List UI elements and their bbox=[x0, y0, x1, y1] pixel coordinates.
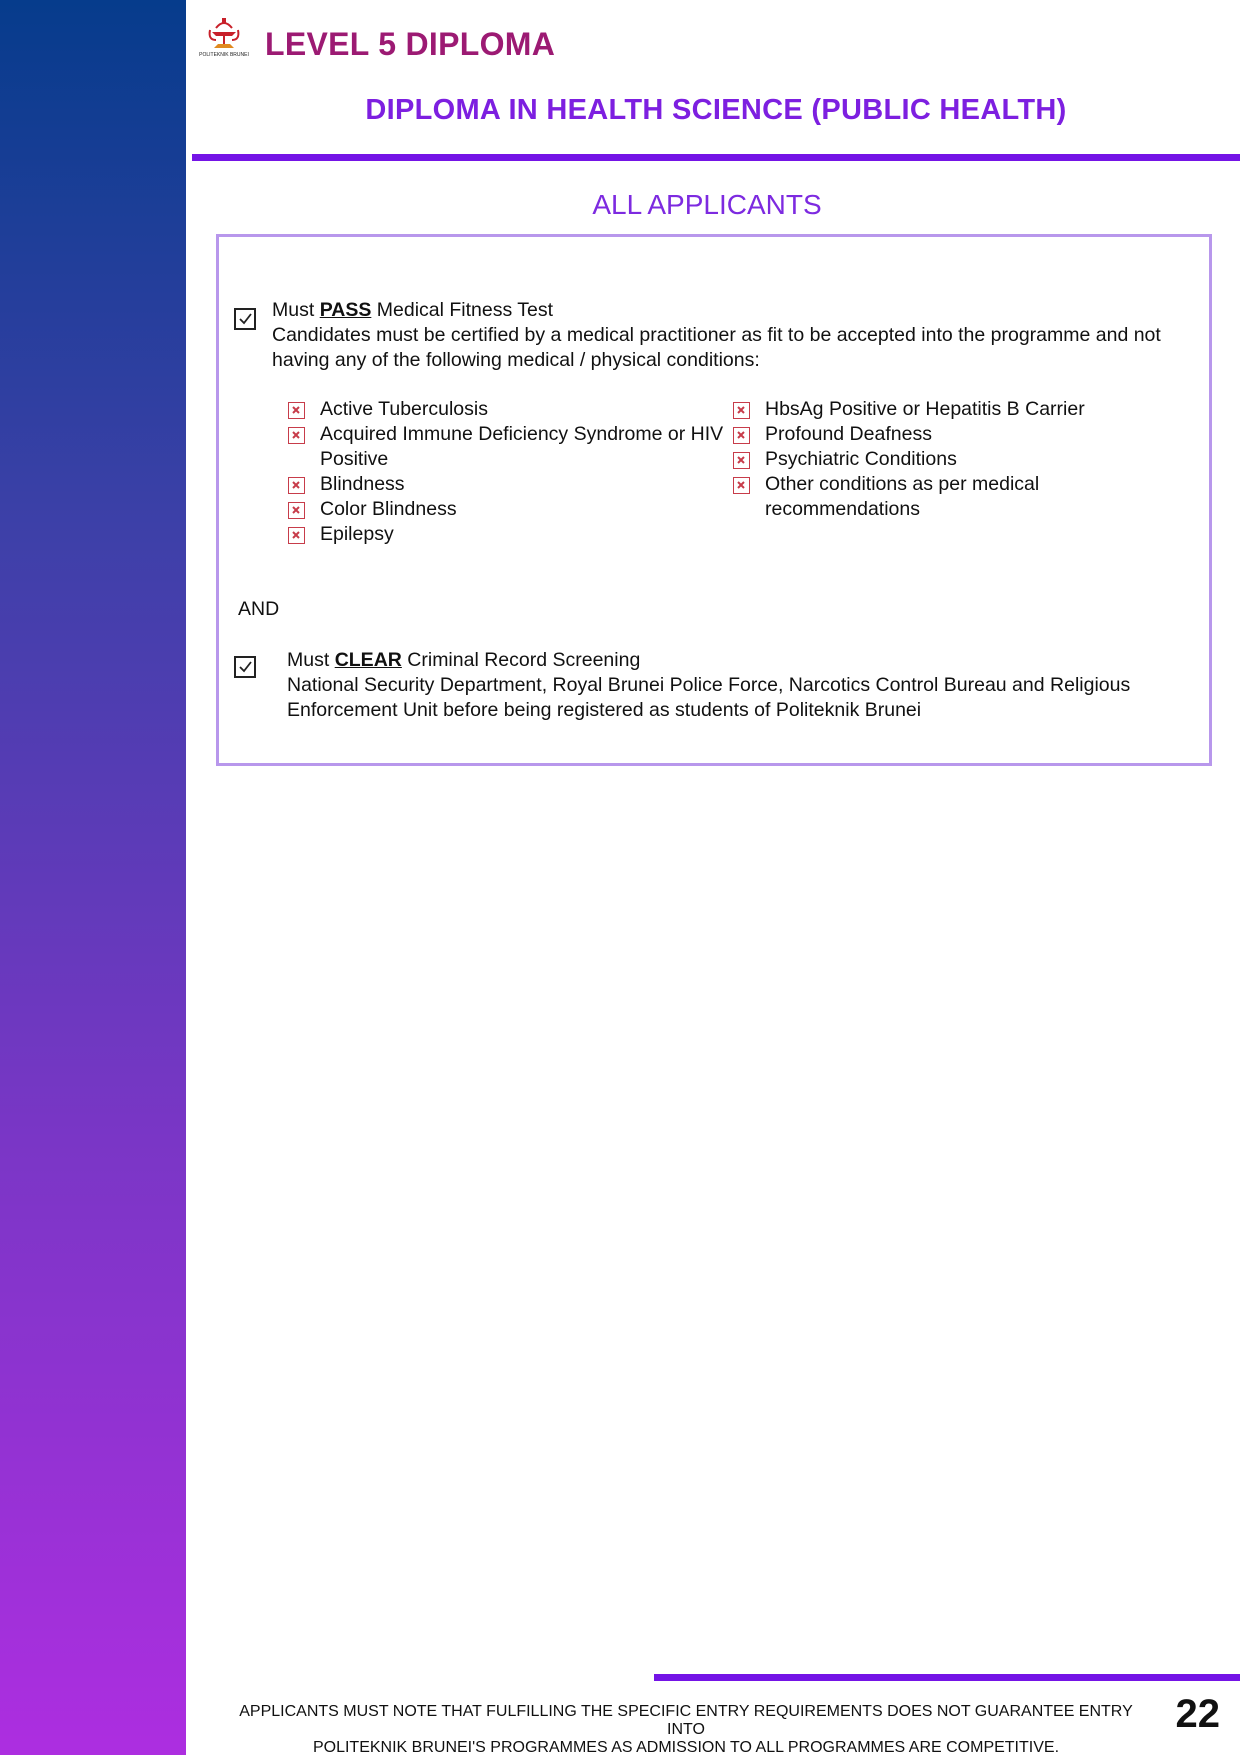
clear-keyword: CLEAR bbox=[334, 649, 402, 671]
condition-item: Epilepsy bbox=[288, 522, 728, 547]
condition-item: Other conditions as per medical recommendations bbox=[733, 472, 1133, 522]
svg-text:POLITEKNIK BRUNEI: POLITEKNIK BRUNEI bbox=[199, 52, 249, 58]
footer-divider bbox=[654, 1674, 1240, 1681]
condition-item: Blindness bbox=[288, 472, 728, 497]
medical-prefix: Must bbox=[272, 299, 315, 321]
medical-requirement-title bbox=[272, 298, 1192, 323]
conditions-list-right bbox=[733, 397, 1133, 522]
condition-item: HbsAg Positive or Hepatitis B Carrier bbox=[733, 397, 1133, 422]
checked-box-icon bbox=[234, 656, 256, 678]
cross-icon bbox=[288, 502, 305, 519]
condition-item: Psychiatric Conditions bbox=[733, 447, 1133, 472]
criminal-description: National Security Department, Royal Brunei Police Force, Narcotics Control Bureau and Religious Enforcement Unit before being registered as students of Politeknik Brunei bbox=[287, 674, 1131, 721]
cross-icon bbox=[733, 427, 750, 444]
cross-icon bbox=[733, 477, 750, 494]
medical-description: Candidates must be certified by a medical practitioner as fit to be accepted into the programme and not having any of the following medical / physical conditions: bbox=[272, 324, 1161, 371]
conditions-list-left bbox=[288, 397, 728, 547]
condition-item: Acquired Immune Deficiency Syndrome or HIV Positive bbox=[288, 422, 728, 472]
criminal-requirement-title bbox=[287, 648, 1192, 673]
medical-title: Medical Fitness Test bbox=[376, 299, 554, 321]
page-number: 22 bbox=[1175, 1692, 1220, 1736]
cross-icon bbox=[288, 527, 305, 544]
footer-line-1: APPLICANTS MUST NOTE THAT FULFILLING THE SPECIFIC ENTRY REQUIREMENTS DOES NOT GUARANTEE ENTRY INTO bbox=[239, 1703, 1133, 1738]
level-title: LEVEL 5 DIPLOMA bbox=[265, 26, 556, 62]
footer-line-2: POLITEKNIK BRUNEI'S PROGRAMMES AS ADMISSION TO ALL PROGRAMMES ARE COMPETITIVE. bbox=[312, 1739, 1060, 1756]
gradient-sidebar bbox=[0, 0, 186, 1755]
program-title: DIPLOMA IN HEALTH SCIENCE (PUBLIC HEALTH) bbox=[365, 94, 1067, 126]
politeknik-brunei-logo bbox=[198, 14, 258, 58]
criminal-prefix: Must bbox=[287, 649, 330, 671]
cross-icon bbox=[733, 402, 750, 419]
cross-icon bbox=[288, 427, 305, 444]
checked-box-icon bbox=[234, 308, 256, 330]
and-connector: AND bbox=[238, 598, 280, 620]
condition-item: Profound Deafness bbox=[733, 422, 1133, 447]
cross-icon bbox=[733, 452, 750, 469]
section-heading: ALL APPLICANTS bbox=[592, 189, 822, 220]
cross-icon bbox=[288, 402, 305, 419]
condition-item: Active Tuberculosis bbox=[288, 397, 728, 422]
pass-keyword: PASS bbox=[319, 299, 372, 321]
condition-item: Color Blindness bbox=[288, 497, 728, 522]
medical-requirement bbox=[272, 298, 1192, 373]
criminal-title: Criminal Record Screening bbox=[407, 649, 641, 671]
cross-icon bbox=[288, 477, 305, 494]
footer-disclaimer bbox=[232, 1703, 1140, 1757]
header-divider bbox=[192, 154, 1240, 161]
criminal-requirement bbox=[287, 648, 1192, 723]
